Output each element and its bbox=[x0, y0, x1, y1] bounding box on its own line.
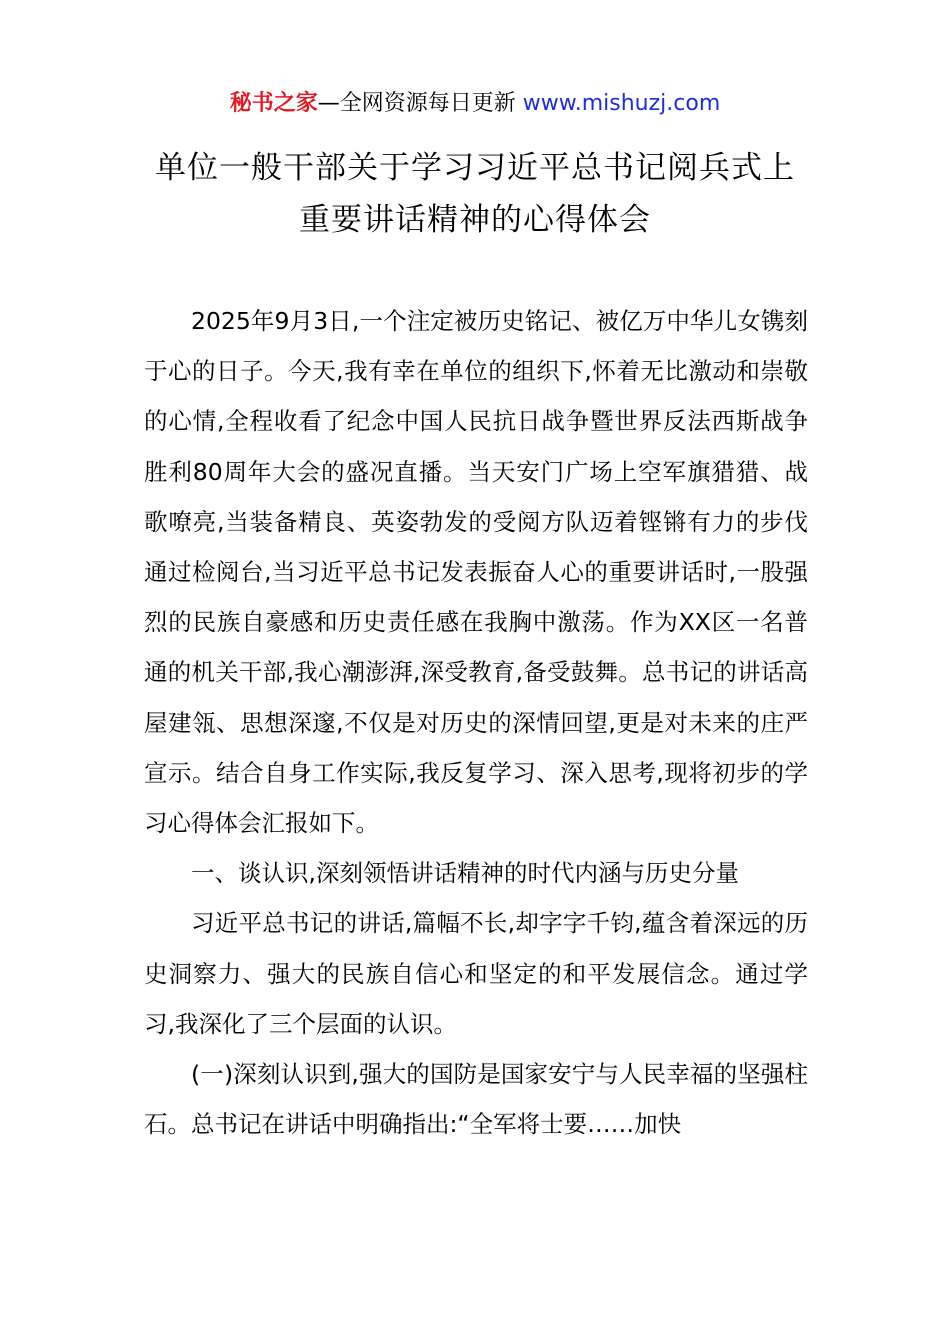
section-heading-1: 一、谈认识,深刻领悟讲话精神的时代内涵与历史分量 bbox=[191, 859, 739, 888]
site-tagline: —全网资源每日更新 bbox=[317, 91, 523, 116]
site-url-link[interactable]: www.mishuzj.com bbox=[522, 91, 721, 116]
document-title bbox=[100, 142, 850, 246]
body-paragraph-subsection-1: (一)深刻认识到,强大的国防是国家安宁与人民幸福的坚强柱石。总书记在讲话中明确指出:“全军将士要……加快 bbox=[144, 1060, 808, 1139]
document-title-line-2: 重要讲话精神的心得体会 bbox=[299, 202, 651, 238]
document-body bbox=[144, 296, 808, 1149]
document-title-line-1: 单位一般干部关于学习习近平总书记阅兵式上 bbox=[155, 150, 795, 186]
body-paragraph-section-1: 习近平总书记的讲话,篇幅不长,却字字千钧,蕴含着深远的历史洞察力、强大的民族自信心和坚定的和平发展信念。通过学习,我深化了三个层面的认识。 bbox=[144, 909, 808, 1038]
site-brand: 秘书之家 bbox=[229, 91, 318, 116]
body-paragraph-intro: 2025年9月3日,一个注定被历史铭记、被亿万中华儿女镌刻于心的日子。今天,我有幸在单位的组织下,怀着无比激动和崇敬的心情,全程收看了纪念中国人民抗日战争暨世界反法西斯战争胜利80周年大会的盛况直播。当天安门广场上空军旗猎猎、战歌嘹亮,当装备精良、英姿勃发的受阅方队迈着铿锵有力的步伐通过检阅台,当习近平总书记发表振奋人心的重要讲话时,一股强烈的民族自豪感和历史责任感在我胸中激荡。作为XX区一名普通的机关干部,我心潮澎湃,深受教育,备受鼓舞。总书记的讲话高屋建瓴、思想深邃,不仅是对历史的深情回望,更是对未来的庄严宣示。结合自身工作实际,我反复学习、深入思考,现将初步的学习心得体会汇报如下。 bbox=[144, 307, 808, 838]
site-header bbox=[0, 88, 950, 120]
